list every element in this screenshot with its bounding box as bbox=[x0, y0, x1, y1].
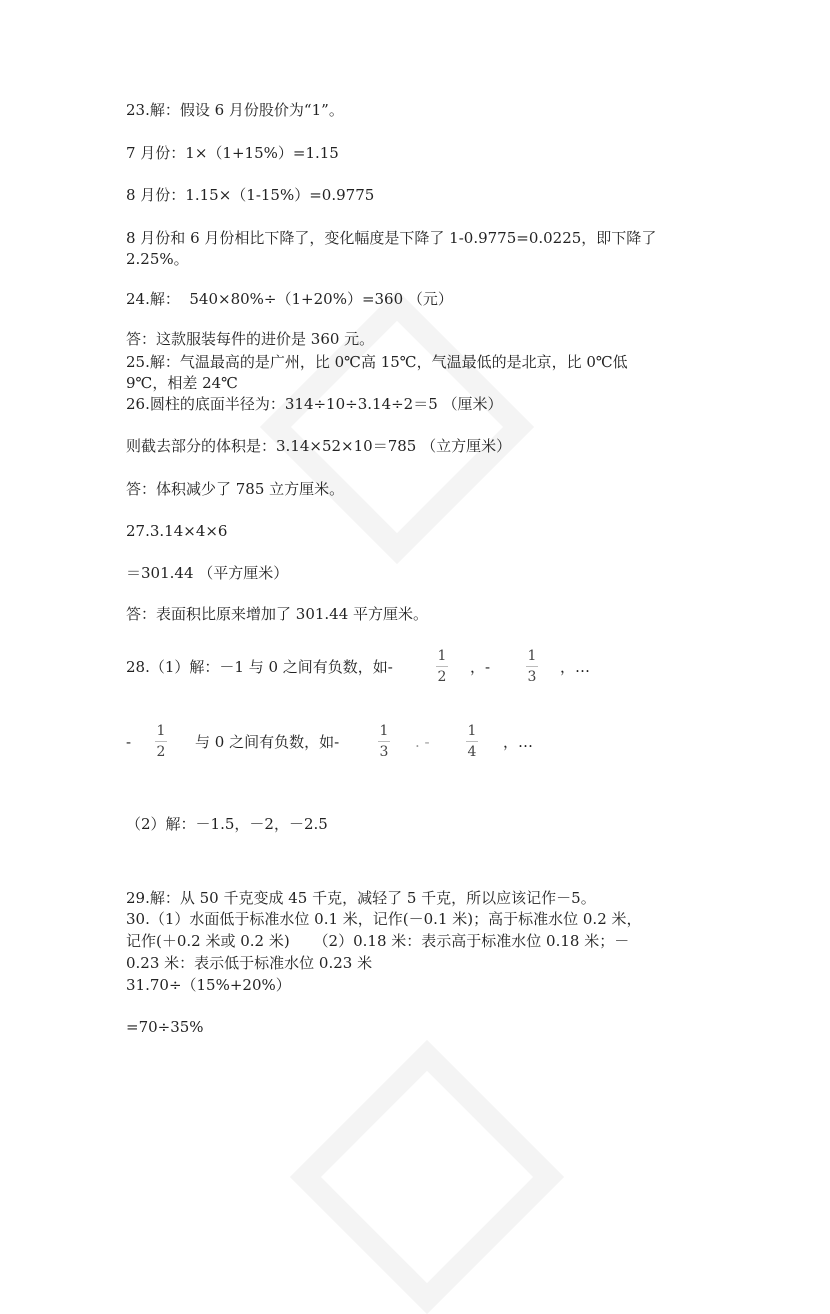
text-line: 27.3.14×4×6 bbox=[126, 522, 228, 540]
text-line: 30.（1）水面低于标准水位 0.1 米，记作(－0.1 米)；高于标准水位 0.2 米， bbox=[126, 910, 642, 928]
text-line: 则截去部分的体积是：3.14×52×10＝785 （立方厘米） bbox=[126, 437, 512, 455]
text-line: 26.圆柱的底面半径为：314÷10÷3.14÷2＝5 （厘米） bbox=[126, 395, 503, 413]
fraction bbox=[378, 723, 390, 760]
text-line: 2.25%。 bbox=[126, 250, 189, 268]
numerator: 1 bbox=[527, 648, 537, 664]
denominator: 2 bbox=[156, 744, 166, 760]
text-line: 与 0 之间有负数，如- bbox=[195, 733, 340, 751]
text-line: 31.70÷（15%+20%） bbox=[126, 976, 291, 994]
denominator: 4 bbox=[467, 744, 477, 760]
text-line: 答：表面积比原来增加了 301.44 平方厘米。 bbox=[126, 605, 429, 623]
watermark bbox=[290, 1040, 564, 1314]
fraction bbox=[155, 723, 167, 760]
text-line: 7 月份：1×（1+15%）=1.15 bbox=[126, 144, 339, 162]
numerator: 1 bbox=[156, 723, 166, 739]
text-line: 9℃，相差 24℃ bbox=[126, 374, 238, 392]
numerator: 1 bbox=[379, 723, 389, 739]
denominator: 3 bbox=[379, 744, 389, 760]
text-line: 23.解：假设 6 月份股价为“1”。 bbox=[126, 101, 344, 119]
text-line: 记作(＋0.2 米或 0.2 米) （2）0.18 米：表示高于标准水位 0.18 米；－ bbox=[126, 932, 630, 950]
text-line: 24.解： 540×80%÷（1+20%）=360 （元） bbox=[126, 290, 453, 308]
text-line: 28.（1）解：－1 与 0 之间有负数，如- bbox=[126, 658, 393, 676]
text-line: 8 月份和 6 月份相比下降了，变化幅度是下降了 1-0.9775=0.0225，即下降了 bbox=[126, 229, 657, 247]
ellipsis: ，… bbox=[560, 658, 591, 676]
minus-sign: - bbox=[126, 733, 132, 751]
fraction bbox=[436, 648, 448, 685]
denominator: 3 bbox=[527, 669, 537, 685]
separator: ，- bbox=[470, 658, 491, 676]
text-line: =70÷35% bbox=[126, 1018, 204, 1036]
numerator: 1 bbox=[437, 648, 447, 664]
ellipsis: ，… bbox=[503, 733, 534, 751]
text-line: （2）解：－1.5，－2，－2.5 bbox=[126, 815, 328, 833]
text-line: 25.解：气温最高的是广州，比 0℃高 15℃，气温最低的是北京，比 0℃低 bbox=[126, 353, 628, 371]
text-line: 8 月份：1.15×（1-15%）=0.9775 bbox=[126, 186, 375, 204]
text-line: ＝301.44 （平方厘米） bbox=[126, 564, 289, 582]
text-line: 29.解：从 50 千克变成 45 千克，减轻了 5 千克，所以应该记作－5。 bbox=[126, 889, 596, 907]
text-line: 0.23 米：表示低于标准水位 0.23 米 bbox=[126, 954, 373, 972]
text-line: 答：这款服装每件的进价是 360 元。 bbox=[126, 330, 375, 348]
separator: . - bbox=[415, 733, 430, 751]
denominator: 2 bbox=[437, 669, 447, 685]
numerator: 1 bbox=[467, 723, 477, 739]
fraction bbox=[466, 723, 478, 760]
fraction bbox=[526, 648, 538, 685]
text-line: 答：体积减少了 785 立方厘米。 bbox=[126, 480, 345, 498]
